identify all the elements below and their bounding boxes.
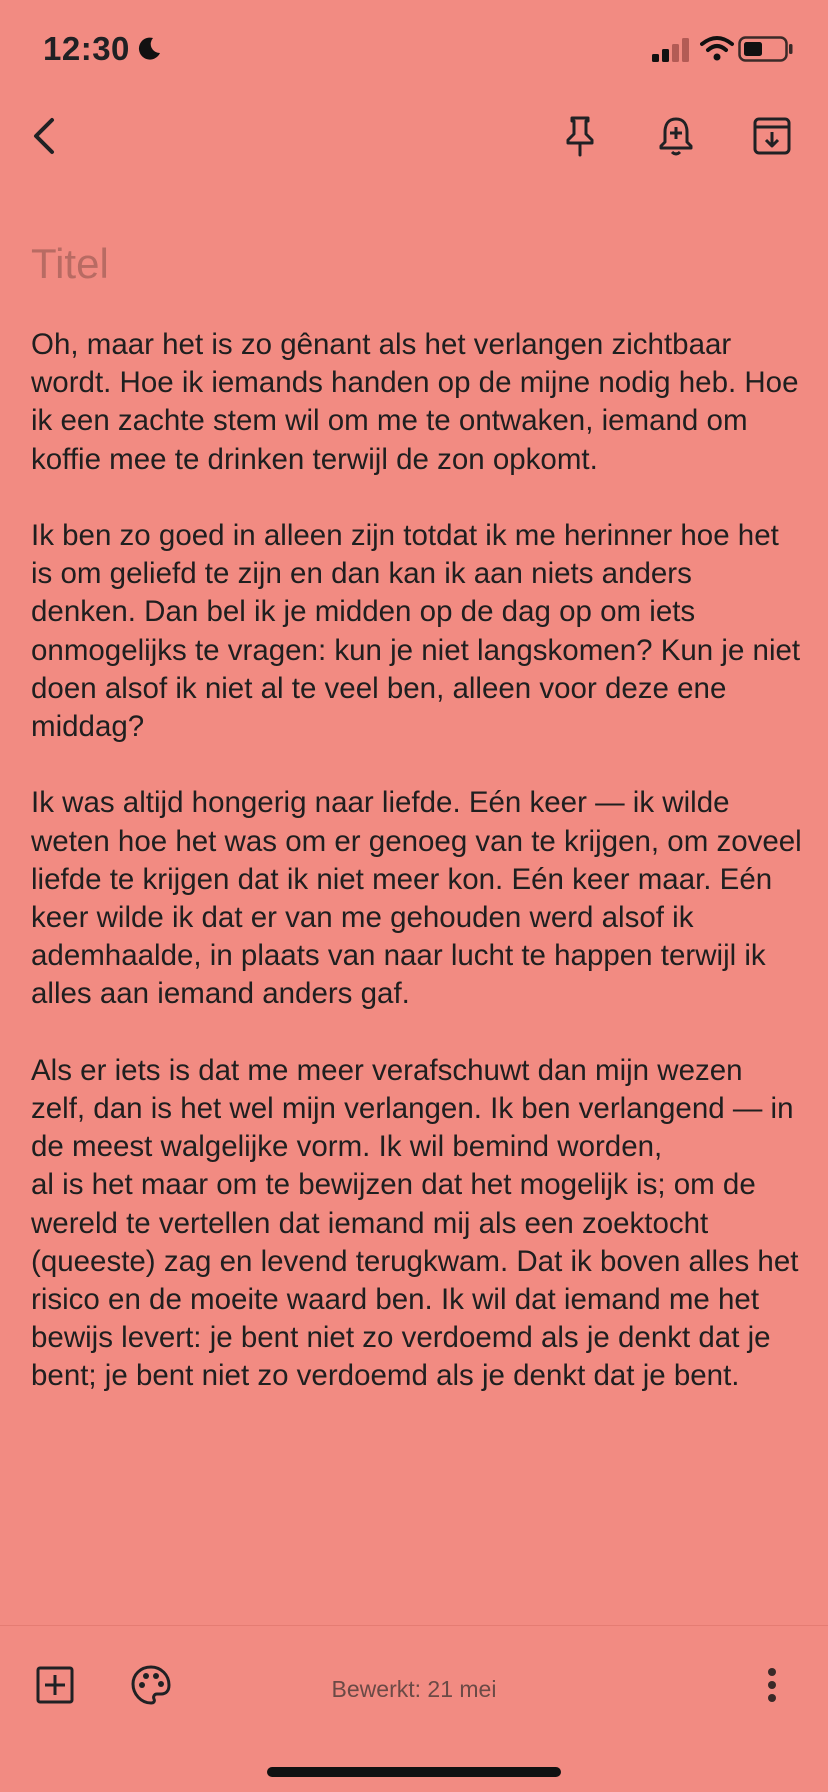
more-vert-icon — [766, 1667, 778, 1703]
status-bar — [0, 0, 828, 100]
note-paragraph: Oh, maar het is zo gênant als het verlangen zichtbaar wordt. Hoe ik iemands handen op de mijne nodig heb. Hoe ik een zachte stem wil om me te ontwaken, iemand om koffie mee te drinken terwijl de zon opkomt. — [31, 328, 799, 476]
back-button[interactable] — [20, 112, 68, 160]
bottom-bar — [0, 1625, 828, 1746]
edited-timestamp: Bewerkt: 21 mei — [331, 1676, 497, 1702]
note-body-text[interactable] — [31, 326, 803, 1434]
note-toolbar — [0, 95, 828, 175]
reminder-bell-icon — [658, 115, 694, 157]
archive-button[interactable] — [748, 112, 796, 160]
status-time: 12:30 — [43, 30, 130, 67]
wifi-icon — [700, 35, 734, 61]
reminder-button[interactable] — [652, 112, 700, 160]
note-paragraph: Ik was altijd hongerig naar liefde. Eén keer — ik wilde weten hoe het was om er genoeg van te krijgen, om zoveel liefde te krijgen dat ik niet meer kon. Eén keer maar. Eén keer wilde ik dat er van me gehouden werd alsof ik ademhaalde, in plaats van naar lucht te happen terwijl ik alles aan iemand anders gaf. — [31, 786, 802, 1011]
home-indicator — [267, 1767, 561, 1777]
note-title-input[interactable] — [31, 240, 791, 288]
pin-button[interactable] — [556, 112, 604, 160]
back-arrow-icon — [28, 116, 60, 156]
cellular-signal-icon — [652, 38, 690, 62]
pin-icon — [564, 115, 596, 157]
note-paragraph: Als er iets is dat me meer verafschuwt dan mijn wezen zelf, dan is het wel mijn verlangen. Ik ben verlangend — in de meest walgelijke vorm. Ik wil bemind worden, al is het maar om te bewijzen dat het mogelijk is; om de wereld te vertellen dat iemand mij als een zoektocht (queeste) zag en levend terugkwam. Dat ik boven alles het risico en de moeite waard ben. Ik wil dat iemand me het bewijs levert: je bent niet zo verdoemd als je denkt dat je bent; je bent niet zo verdoemd als je denkt dat je bent. — [31, 1053, 799, 1393]
note-paragraph: Ik ben zo goed in alleen zijn totdat ik me herinner hoe het is om geliefd te zijn en dan kan ik aan niets anders denken. Dan bel ik je midden op de dag op om iets onmogelijks te vragen: kun je niet langskomen? Kun je niet doen alsof ik niet al te veel ben, alleen voor deze ene middag? — [31, 519, 801, 744]
battery-icon — [738, 36, 794, 62]
moon-icon — [136, 36, 162, 62]
more-options-button[interactable] — [744, 1657, 800, 1713]
archive-icon — [752, 116, 792, 156]
